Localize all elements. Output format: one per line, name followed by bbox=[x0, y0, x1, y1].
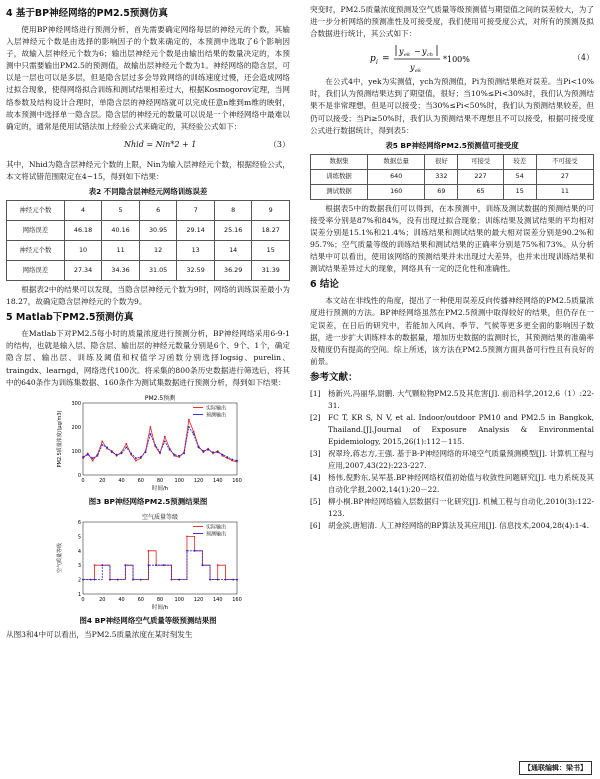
table-5-cell: 数据集 bbox=[311, 154, 368, 169]
table-5-cell: 160 bbox=[368, 184, 425, 199]
table-2-cell: 4 bbox=[64, 201, 102, 221]
table-2-cell: 31.05 bbox=[139, 261, 177, 281]
x-tick-label: 120 bbox=[193, 477, 204, 484]
data-point bbox=[94, 564, 96, 566]
data-point bbox=[217, 578, 219, 580]
figure-3-caption: 图3 BP神经网络PM2.5预测结果图 bbox=[88, 496, 208, 506]
data-point bbox=[186, 535, 188, 537]
data-point bbox=[135, 459, 137, 461]
y-tick-label: 3 bbox=[77, 562, 81, 569]
data-point bbox=[101, 444, 103, 446]
reference-text: 胡金滨,唐旭清. 人工神经网络的BP算法及其应用[J]. 信息技术,2004,28(4):1-4. bbox=[328, 520, 589, 530]
svg-text:y: y bbox=[422, 47, 427, 57]
data-point bbox=[125, 443, 127, 445]
right-column bbox=[310, 4, 594, 532]
svg-text:ek: ek bbox=[404, 52, 410, 59]
table-2-cell: 40.16 bbox=[102, 221, 140, 241]
y-axis-label: PM2.5质量浓度/(μg/m3) bbox=[57, 410, 63, 468]
data-point bbox=[225, 578, 227, 580]
table-5-row bbox=[311, 169, 594, 184]
figure-4-caption: 图4 BP神经网络空气质量等级预测结果图 bbox=[79, 615, 217, 625]
editor-credit: 【通联编辑：梁书】 bbox=[519, 761, 592, 775]
table-2 bbox=[6, 200, 290, 281]
references-heading: 参考文献： bbox=[310, 371, 358, 383]
data-point bbox=[183, 452, 185, 454]
reference-item bbox=[310, 388, 594, 412]
equation-3-body: Nhid = Nin*2 + 1 bbox=[124, 139, 197, 149]
reference-text: 杨新兴,冯丽华,尉鹏. 大气颗粒物PM2.5及其危害[J]. 前沿科学,2012,6（1）:22-31. bbox=[328, 388, 594, 410]
table-5-cell: 27 bbox=[536, 169, 593, 184]
data-point bbox=[163, 564, 165, 566]
data-point bbox=[92, 457, 94, 459]
x-tick-label: 80 bbox=[156, 477, 164, 484]
data-point bbox=[90, 578, 92, 580]
data-point bbox=[226, 456, 228, 458]
table-2-cell: 15 bbox=[252, 241, 290, 261]
data-point bbox=[154, 444, 156, 446]
table-2-cell: 36.29 bbox=[214, 261, 252, 281]
data-point bbox=[198, 446, 200, 448]
x-tick-label: 40 bbox=[118, 596, 125, 603]
table-2-row bbox=[7, 201, 290, 221]
data-point bbox=[201, 564, 203, 566]
left-column bbox=[6, 4, 290, 641]
x-tick-label: 40 bbox=[118, 477, 125, 484]
x-tick-label: 120 bbox=[193, 596, 204, 603]
reference-text: 杨伟,倪黔东,吴军基.BP神经网络权值初始值与收敛性问题研究[J]. 电力系统及其自动化学报,2002,14(1):20－22. bbox=[328, 472, 594, 494]
data-point bbox=[188, 426, 190, 428]
right-paragraph-3: 根据表5中的数据我们可以得到，在本预测中，训练及测试数据的预测结果的可接受率分别是87%和84%，没有出现过拟合现象；训练结果及测试结果的平均相对误差分别是15.1%和21.4%；训练结果和测试结果的最大相对误差分别是90.2%和95.7%；空气质量等级的训练结果和测试结果的正确率分别是75%和73%。从分析结果中可以看出，使用该网络的预测结果并未出现过大差异，也并未出现训练结果和测试结果差异过大的现象，网络具有一定的泛化性和准确性。 bbox=[310, 203, 594, 274]
reference-number: [1] bbox=[310, 388, 321, 398]
table-5-cell: 很好 bbox=[425, 154, 458, 169]
x-tick-label: 20 bbox=[99, 596, 106, 603]
reference-text: 柳小桐.BP神经网络输入层数据归一化研究[J]. 机械工程与自动化,2010(3):122-123. bbox=[328, 496, 594, 518]
data-point bbox=[164, 440, 166, 442]
x-tick-label: 160 bbox=[232, 596, 242, 603]
reference-item bbox=[310, 472, 594, 496]
data-point bbox=[101, 564, 103, 566]
data-point bbox=[109, 578, 111, 580]
table-5-cell: 数据总量 bbox=[368, 154, 425, 169]
reference-list bbox=[310, 388, 594, 532]
y-tick-label: 0 bbox=[77, 472, 81, 479]
table-2-cell: 11 bbox=[102, 241, 140, 261]
table-2-cell: 34.36 bbox=[102, 261, 140, 281]
y-tick-label: 5 bbox=[77, 534, 81, 541]
table-2-caption: 表2 不同隐含层神经元网络训练误差 bbox=[88, 187, 208, 197]
reference-item bbox=[310, 448, 594, 472]
chart-title: 空气质量等级 bbox=[141, 513, 179, 521]
section-4-paragraph-2: 其中，Nhid为隐含层神经元个数的上限，Nin为输入层神经元个数，根据经验公式，本文将试错范围限定在4~15，得到如下结果： bbox=[6, 159, 290, 181]
data-point bbox=[231, 458, 233, 460]
data-point bbox=[178, 578, 180, 580]
figure-3-chart bbox=[53, 391, 243, 493]
table-5-cell: 较差 bbox=[503, 154, 536, 169]
data-point bbox=[232, 578, 234, 580]
data-point bbox=[212, 451, 214, 453]
x-tick-label: 100 bbox=[174, 596, 185, 603]
legend-label: 实际输出 bbox=[206, 524, 227, 531]
equation-3-number: （3） bbox=[268, 139, 290, 149]
data-point bbox=[82, 456, 84, 458]
table-2-cell: 9 bbox=[252, 201, 290, 221]
data-point bbox=[202, 450, 204, 452]
reference-number: [2] bbox=[310, 412, 321, 422]
section-4-heading: 4 基于BP神经网络的PM2.5预测仿真 bbox=[6, 8, 168, 19]
x-tick-label: 60 bbox=[137, 477, 144, 484]
data-point bbox=[217, 451, 219, 453]
y-tick-label: 6 bbox=[77, 519, 81, 526]
table-2-cell: 5 bbox=[102, 201, 140, 221]
table-2-cell: 8 bbox=[214, 201, 252, 221]
data-point bbox=[101, 440, 103, 442]
right-paragraph-2: 在公式4中，yek为实测值，ych为预测值，Pi为预测结果绝对误差。当Pi<10%时，我们认为预测结果达到了期望值，很好；当10%≤Pi<30%时，我们认为预测结果不是非常理想，但是可以接受；当30%≤Pi<50%时，我们认为预测结果较差，但仍可以接受；当Pi≥50%时，我们认为预测结果不理想且不可以接受，根据可接受度公式进行数据统计，得到表5： bbox=[310, 77, 594, 135]
data-point bbox=[236, 578, 238, 580]
table-2-row bbox=[7, 241, 290, 261]
data-point bbox=[164, 435, 166, 437]
x-tick-label: 20 bbox=[99, 477, 106, 484]
reference-number: [6] bbox=[310, 520, 321, 530]
data-point bbox=[82, 578, 84, 580]
table-5-cell: 训练数据 bbox=[311, 169, 368, 184]
table-2-cell: 32.59 bbox=[177, 261, 215, 281]
table-5-cell: 测试数据 bbox=[311, 184, 368, 199]
table-2-row bbox=[7, 221, 290, 241]
equation-4 bbox=[310, 40, 594, 76]
data-point bbox=[209, 578, 211, 580]
x-axis-label: 时间/h bbox=[151, 604, 169, 611]
right-paragraph-1: 突变时，PM2.5质量浓度预测及空气质量等级预测值与期望值之间的误差较大，为了进一步分析网络的预测准性及可接受度，我们使用可接受度公式，对所有的预测及拟合数据进行统计，其公式如下： bbox=[310, 5, 594, 39]
x-tick-label: 140 bbox=[212, 477, 223, 484]
data-point bbox=[124, 564, 126, 566]
data-point bbox=[132, 578, 134, 580]
data-point bbox=[186, 550, 188, 552]
table-2-cell: 7 bbox=[177, 201, 215, 221]
table-5-cell: 可接受 bbox=[458, 154, 503, 169]
reference-item bbox=[310, 520, 594, 532]
data-point bbox=[178, 455, 180, 457]
svg-text:=: = bbox=[382, 54, 390, 65]
legend-label: 实际输出 bbox=[206, 405, 227, 412]
data-point bbox=[171, 578, 173, 580]
data-point bbox=[125, 446, 127, 448]
table-2-cell: 网络误差 bbox=[7, 221, 65, 241]
data-point bbox=[94, 578, 96, 580]
y-axis-label: 空气质量等级 bbox=[57, 542, 63, 573]
section-4-paragraph-1: 使用BP神经网络进行预测分析，首先需要确定网络每层的神经元的个数，其输入层神经元个数是由选择的影响因子的个数来确定的，本预测中选取了6个影响因子，故输入层神经元个数为6；输出层神经元个数是由输出结果的数量决定的，本预测中只需要输出PM2.5的预测值，故输出层神经元个数为1。神经网络的隐含层，可以是一层也可以是多层，但是隐含层过多会导致网络的训练速度过慢，还会造成网络过拟合现象，使得网络拟合训练和测试结果相差过大，根据Kosmogorov定理，当网络参数及结构设计合理时，单隐含层的神经网络就可以完成任意n维到m维的映射，故本预测中选择单一隐含层。隐含层的神经元的数量可以说是一个神经网络中最难以确定的，通常是使用试错法加上经验公式来确定的，其经验公式如下： bbox=[6, 25, 290, 131]
table-2-cell: 13 bbox=[177, 241, 215, 261]
data-point bbox=[148, 550, 150, 552]
data-point bbox=[217, 564, 219, 566]
data-point bbox=[149, 433, 151, 435]
table-5-cell: 65 bbox=[458, 184, 503, 199]
data-point bbox=[92, 459, 94, 461]
section-5-paragraph-2: 从图3和4中可以看出，当PM2.5质量浓度在某时刻发生 bbox=[6, 629, 193, 639]
y-tick-label: 4 bbox=[77, 548, 81, 555]
table-5-row bbox=[311, 154, 594, 169]
table-5-cell: 11 bbox=[536, 184, 593, 199]
x-tick-label: 80 bbox=[156, 596, 164, 603]
table-2-cell: 6 bbox=[139, 201, 177, 221]
data-point bbox=[116, 453, 118, 455]
equation-4-number: （4） bbox=[572, 53, 594, 63]
x-tick-label: 0 bbox=[81, 477, 85, 484]
data-point bbox=[121, 452, 123, 454]
svg-text:−: − bbox=[414, 47, 421, 57]
table-2-cell: 31.39 bbox=[252, 261, 290, 281]
section-6-heading: 6 结论 bbox=[310, 279, 339, 291]
data-point bbox=[149, 426, 151, 428]
table-5-caption: 表5 BP神经网络PM2.5预测值可接受度 bbox=[385, 140, 519, 150]
data-point bbox=[135, 457, 137, 459]
table-5-cell: 69 bbox=[425, 184, 458, 199]
data-point bbox=[174, 453, 176, 455]
section-4-paragraph-3: 根据表2中的结果可以发现，当隐含层神经元个数为9时，网络的训练误差最小为18.27，故确定隐含层神经元的个数为9。 bbox=[6, 285, 290, 307]
y-tick-label: 1 bbox=[77, 591, 81, 598]
table-2-cell: 网络误差 bbox=[7, 261, 65, 281]
data-point bbox=[193, 431, 195, 433]
svg-text:ek: ek bbox=[415, 68, 421, 75]
svg-text:p: p bbox=[370, 54, 376, 65]
svg-text:*100%: *100% bbox=[443, 55, 470, 65]
x-tick-label: 140 bbox=[212, 596, 223, 603]
y-tick-label: 2 bbox=[77, 577, 81, 584]
legend-label: 预测输出 bbox=[206, 412, 227, 419]
data-point bbox=[140, 578, 142, 580]
svg-text:i: i bbox=[376, 59, 378, 67]
reference-number: [5] bbox=[310, 496, 321, 506]
table-2-cell: 27.34 bbox=[64, 261, 102, 281]
data-point bbox=[222, 453, 224, 455]
data-point bbox=[194, 550, 196, 552]
data-point bbox=[207, 449, 209, 451]
x-axis-label: 时间/h bbox=[151, 485, 169, 492]
reference-number: [4] bbox=[310, 472, 321, 482]
y-tick-label: 200 bbox=[71, 424, 81, 431]
table-2-cell: 10 bbox=[64, 241, 102, 261]
chart-title: PM2.5预测 bbox=[144, 394, 176, 402]
equation-3 bbox=[6, 133, 290, 159]
table-2-cell: 30.95 bbox=[139, 221, 177, 241]
data-point bbox=[97, 455, 99, 457]
table-5-cell: 不可接受 bbox=[536, 154, 593, 169]
svg-text:y: y bbox=[399, 47, 404, 57]
table-5-cell: 332 bbox=[425, 169, 458, 184]
data-point bbox=[169, 449, 171, 451]
data-point bbox=[145, 451, 147, 453]
table-2-cell: 神经元个数 bbox=[7, 241, 65, 261]
data-point bbox=[188, 419, 190, 421]
reference-text: FC T, KR S, N V, et al. Indoor/outdoor PM10 and PM2.5 in Bangkok, Thailand.[J].Journal of Exposure Analysis & Environmental Epidemiology, 2015,26(1):112－115. bbox=[328, 412, 594, 446]
table-5-cell: 227 bbox=[458, 169, 503, 184]
data-point bbox=[236, 459, 238, 461]
reference-item bbox=[310, 496, 594, 520]
data-point bbox=[87, 453, 89, 455]
reference-number: [3] bbox=[310, 448, 321, 458]
x-tick-label: 60 bbox=[137, 596, 144, 603]
data-point bbox=[106, 446, 108, 448]
equation-4-formula bbox=[370, 40, 570, 76]
table-5-row bbox=[311, 184, 594, 199]
legend-label: 预测输出 bbox=[206, 531, 227, 538]
figure-4-chart bbox=[53, 510, 243, 612]
data-point bbox=[130, 452, 132, 454]
table-2-cell: 神经元个数 bbox=[7, 201, 65, 221]
table-5 bbox=[310, 154, 594, 200]
data-point bbox=[193, 433, 195, 435]
x-tick-label: 100 bbox=[174, 477, 185, 484]
section-5-paragraph-1: 在Matlab下对PM2.5每小时的质量浓度进行预测分析，BP神经网络采用6-9-1的结构，也就是输入层、隐含层、输出层的神经元数量分别是6个、9个、1个，确定隐含层、输出层、训练及阈值和权值学习函数分别选择logsig、purelin、traingdx、learngd，网络迭代100次。将采集的800条历史数据进行筛选后，将其中的640条作为训练集数据、160条作为测试集数据进行预测分析，得到如下结果： bbox=[6, 329, 290, 387]
table-2-cell: 14 bbox=[214, 241, 252, 261]
reference-item bbox=[310, 412, 594, 448]
table-5-cell: 54 bbox=[503, 169, 536, 184]
table-2-cell: 12 bbox=[139, 241, 177, 261]
y-tick-label: 300 bbox=[71, 400, 81, 407]
table-5-cell: 640 bbox=[368, 169, 425, 184]
data-point bbox=[155, 564, 157, 566]
table-2-cell: 18.27 bbox=[252, 221, 290, 241]
data-point bbox=[148, 564, 150, 566]
data-point bbox=[140, 456, 142, 458]
svg-text:y: y bbox=[410, 63, 415, 73]
x-tick-label: 0 bbox=[81, 596, 85, 603]
table-5-cell: 15 bbox=[503, 184, 536, 199]
x-tick-label: 160 bbox=[232, 477, 242, 484]
svg-text:ch: ch bbox=[427, 52, 434, 59]
y-tick-label: 100 bbox=[71, 448, 81, 455]
data-point bbox=[117, 578, 119, 580]
table-2-row bbox=[7, 261, 290, 281]
data-point bbox=[111, 451, 113, 453]
right-paragraph-4: 本文站在非线性的角度，提出了一种使用误差反向传播神经网络的PM2.5质量浓度进行预测的方法。BP神经网络虽然在PM2.5预测中取得较好的结果，但仍存在一定误差，在日后的研究中，若能加入风向、季节、气候等更多更全面的影响因子数据，进一步扩大训练样本的数据量，增加历史数据的监测时长，其预测结果的准确率及精度仍有提高的空间。综上所述，该方法在PM2.5预测方面具备可行性且有良好的前景。 bbox=[310, 296, 594, 366]
data-point bbox=[159, 451, 161, 453]
section-5-heading: 5 Matlab下PM2.5预测仿真 bbox=[6, 312, 134, 324]
table-2-cell: 46.18 bbox=[64, 221, 102, 241]
reference-text: 祝翠玲,蒋志方,王强. 基于B-P神经网络的环境空气质量预测模型[J]. 计算机工程与应用,2007,43(22):223-227. bbox=[328, 448, 594, 470]
table-2-cell: 29.14 bbox=[177, 221, 215, 241]
table-2-cell: 25.16 bbox=[214, 221, 252, 241]
